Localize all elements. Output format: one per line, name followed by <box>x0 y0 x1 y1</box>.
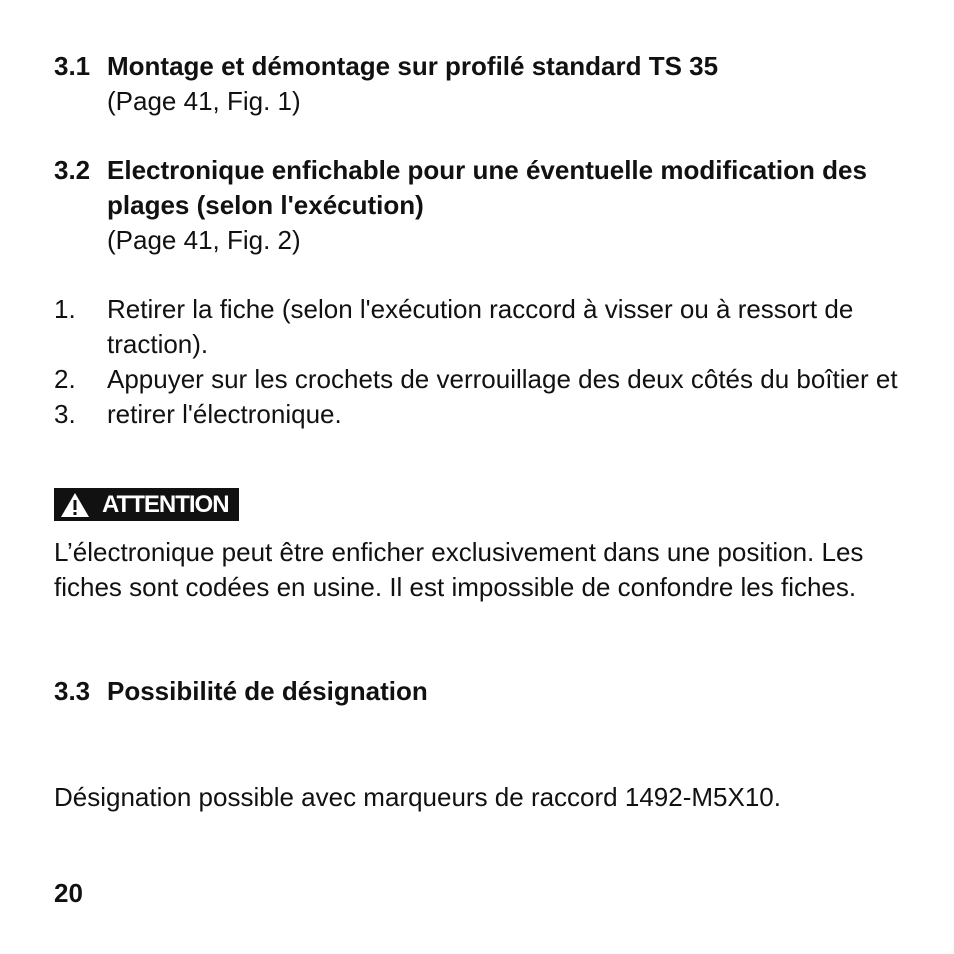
steps-list <box>54 292 914 432</box>
figure-reference: (Page 41, Fig. 1) <box>107 86 301 116</box>
list-item <box>54 292 914 362</box>
step-number: 1. <box>54 294 76 324</box>
warning-triangle-icon <box>60 492 90 518</box>
step-number: 3. <box>54 399 76 429</box>
section-3-1 <box>54 49 914 119</box>
step-text: Retirer la fiche (selon l'exécution raccord à visser ou à ressort de traction). <box>107 294 854 359</box>
step-text: retirer l'électronique. <box>107 399 342 429</box>
list-item <box>54 362 914 397</box>
step-number: 2. <box>54 364 76 394</box>
section-heading <box>54 153 914 223</box>
figure-reference: (Page 41, Fig. 2) <box>107 225 301 255</box>
section-title: Electronique enfichable pour une éventuelle modification des plages (selon l'exécution) <box>107 155 867 220</box>
section-number: 3.3 <box>54 676 91 706</box>
section-3-2 <box>54 153 914 258</box>
section-number: 3.1 <box>54 51 91 81</box>
step-text: Appuyer sur les crochets de verrouillage des deux côtés du boîtier et <box>107 364 898 394</box>
section-title: Possibilité de désignation <box>107 676 428 706</box>
section-heading <box>54 49 914 84</box>
attention-badge <box>54 488 239 521</box>
designation-text: Désignation possible avec marqueurs de raccord 1492-M5X10. <box>54 782 781 812</box>
section-heading <box>54 674 914 709</box>
attention-block <box>54 488 914 527</box>
attention-text: L’électronique peut être enficher exclusivement dans une position. Les fiches sont codées en usine. Il est impossible de confondre les fiches. <box>54 537 864 602</box>
section-3-3 <box>54 674 914 709</box>
list-item <box>54 397 914 432</box>
page-number: 20 <box>54 878 83 908</box>
section-title: Montage et démontage sur profilé standard TS 35 <box>107 51 719 81</box>
section-number: 3.2 <box>54 155 91 185</box>
attention-label: ATTENTION <box>102 491 229 518</box>
